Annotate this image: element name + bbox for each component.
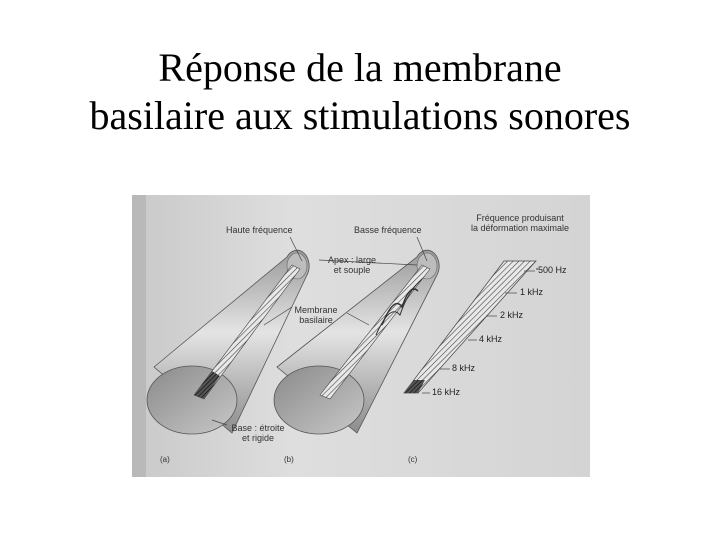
freq-label-1khz: 1 kHz xyxy=(520,287,544,297)
freq-label-8khz: 8 kHz xyxy=(452,363,476,373)
label-basilar-membrane-line2: basilaire xyxy=(299,315,333,325)
title-line-2: basilaire aux stimulations sonores xyxy=(89,93,631,138)
label-apex-line2: et souple xyxy=(333,265,371,275)
label-max-deformation xyxy=(452,213,588,233)
freq-label-2khz: 2 kHz xyxy=(500,310,524,320)
label-max-deformation-line2: la déformation maximale xyxy=(470,223,570,233)
label-high-frequency: Haute fréquence xyxy=(226,225,293,235)
slide-title xyxy=(0,44,720,140)
panel-label-b: (b) xyxy=(284,455,294,464)
label-apex xyxy=(316,255,388,275)
label-max-deformation-line1: Fréquence produisant xyxy=(476,213,564,223)
label-base-line2: et rigide xyxy=(241,433,275,443)
figure-drawing xyxy=(132,195,590,477)
label-basilar-membrane-line1: Membrane xyxy=(294,305,338,315)
panel-label-a: (a) xyxy=(160,455,170,464)
panel-label-c: (c) xyxy=(408,455,418,464)
label-basilar-membrane xyxy=(280,305,352,325)
figure-edge xyxy=(132,195,146,477)
freq-label-500hz: 500 Hz xyxy=(538,265,567,275)
freq-label-16khz: 16 kHz xyxy=(432,387,461,397)
label-base-line1: Base : étroite xyxy=(231,423,285,433)
title-line-1: Réponse de la membrane xyxy=(158,45,562,90)
label-base xyxy=(218,423,298,443)
basilar-membrane-figure xyxy=(132,195,590,477)
freq-label-4khz: 4 kHz xyxy=(479,334,503,344)
label-low-frequency: Basse fréquence xyxy=(354,225,422,235)
label-apex-line1: Apex : large xyxy=(327,255,377,265)
